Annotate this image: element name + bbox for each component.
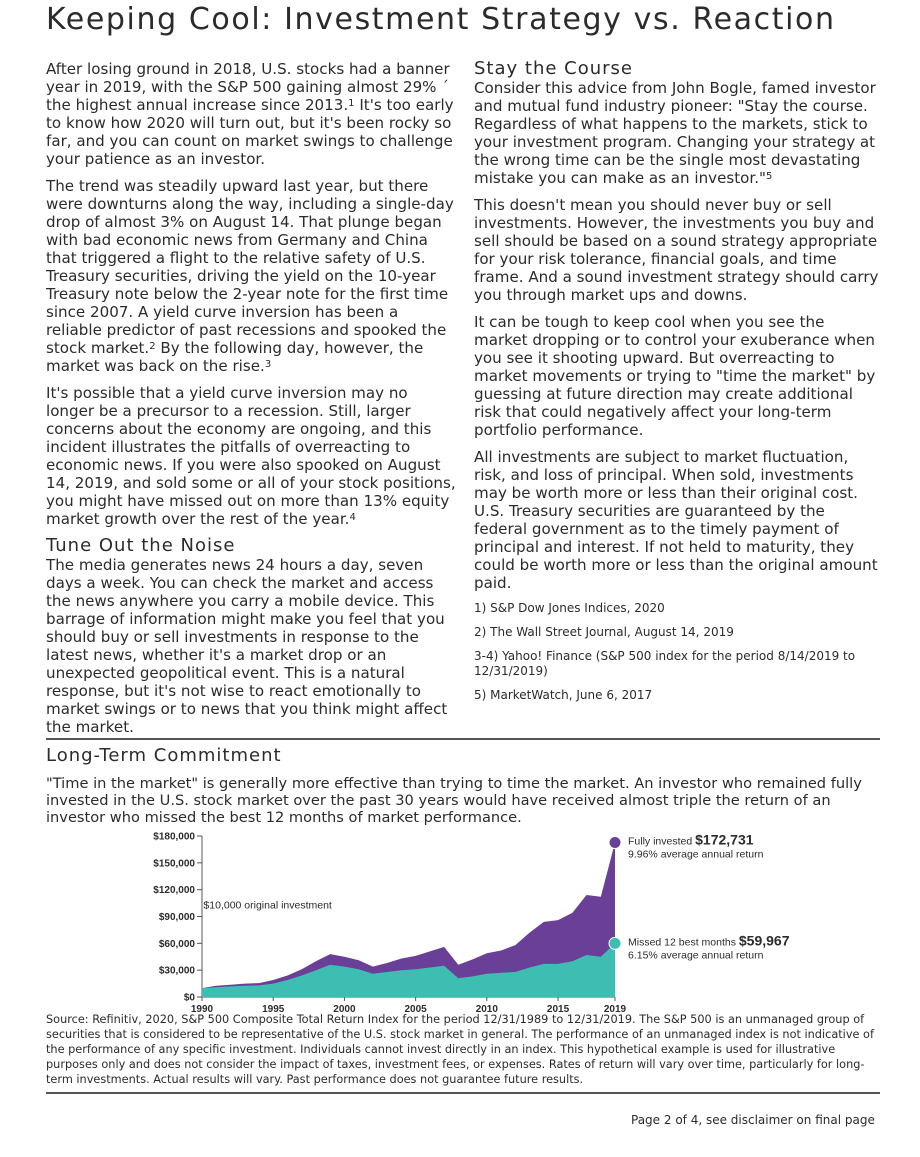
y-tick-label: $90,000 <box>158 912 195 923</box>
x-tick-label: 2005 <box>404 1004 427 1014</box>
trend-text: The trend was steadily upward last year, but there were downturns along the way, including a single-day drop of almost 3% on August 14. That plunge began with bad economic news from Germany and China that triggered a flight to the relative safety of U.S. Treasury securities, driving the yield on the 10-year Treasury note below the 2-year note for the first time since 2007. A yield curve inversion has been a reliable predictor of past recessions and spooked the stock market. <box>46 177 454 357</box>
footnote-1: 1) S&P Dow Jones Indices, 2020 <box>474 601 665 615</box>
strategy-paragraph: This doesn't mean you should never buy or sell investments. However, the investments you buy and sell should be based on a sound strategy appropriate for your risk tolerance, financial goals, and time frame. And a sound investment strategy should carry you through market ups and downs. <box>474 196 879 304</box>
footnote-ref: 3 <box>264 359 272 370</box>
footnote-ref: 2 <box>149 341 156 352</box>
inversion-paragraph <box>46 384 458 528</box>
source-note: Source: Refinitiv, 2020, S&P 500 Composite Total Return Index for the period 12/31/1989 to 12/31/2019. The S&P 500 is an unmanaged group of securities that is considered to be representative of the U.S. stock market in general. The performance of an unmanaged index is not indicative of the performance of any specific investment. Individuals cannot invest directly in an index. This hypothetical example is used for illustrative purposes only and does not consider the impact of taxes, investment fees, or expenses. Rates of return will vary over time, particularly for long-term investments. Actual results will vary. Past performance does not guarantee future results. <box>46 1013 874 1086</box>
footnote-2: 2) The Wall Street Journal, August 14, 2019 <box>474 625 734 639</box>
y-tick-label: $30,000 <box>158 965 195 977</box>
risk-paragraph: All investments are subject to market fluctuation, risk, and loss of principal. When sold, investments may be worth more or less than their original cost. U.S. Treasury securities are guaranteed by the federal government as to the timely payment of principal and interest. If not held to maturity, they could be worth more or less than the original amount paid. <box>474 448 878 592</box>
chart-areas <box>202 843 615 998</box>
footnote-ref: 4 <box>349 512 356 523</box>
y-tick-label: $150,000 <box>153 858 195 870</box>
trend-paragraph <box>46 177 458 375</box>
section-heading-course: Stay the Course <box>474 58 633 79</box>
noise-paragraph: The media generates news 24 hours a day, seven days a week. You can check the market and access the news anywhere you carry a mobile device. This barrage of information might make you feel that you should buy or sell investments in response to the latest news, whether it's a market drop or an unexpected geopolitical event. This is a natural response, but it's not wise to react emotionally to market swings or to news that you think might affect the market. <box>46 556 448 736</box>
series-average-return: 6.15% average annual return <box>628 949 764 962</box>
section-divider-bottom <box>46 1092 880 1094</box>
y-tick-label: $0 <box>183 992 195 1004</box>
intro-paragraph <box>46 60 458 168</box>
bogle-text: Consider this advice from John Bogle, famed investor and mutual fund industry pioneer: "Stay the course. Regardless of what happens to the markets, stick to your investment program. Changing your strategy at the wrong time can be the single most devastating mistake you can make as an investor." <box>474 79 876 187</box>
growth-chart <box>130 828 810 1014</box>
x-tick-label: 1990 <box>190 1004 214 1014</box>
fully-invested-series-label <box>628 832 754 848</box>
original-investment-label: $10,000 original investment <box>203 899 332 912</box>
series-end-value: $59,967 <box>738 932 790 949</box>
footnote-ref: 5 <box>765 171 773 182</box>
intro-text-end: It's too early to know how 2020 will turn out, but it's been rocky so far, and you can count on market swings to challenge your patience as an investor. <box>46 96 454 168</box>
x-tick-label: 2015 <box>546 1004 570 1014</box>
fully-invested-endpoint <box>609 837 621 849</box>
section-heading-noise: Tune Out the Noise <box>46 535 236 556</box>
section-heading-long-term: Long-Term Commitment <box>46 745 282 766</box>
x-tick-label: 2019 <box>603 1004 627 1014</box>
left-column <box>46 60 458 745</box>
keep-cool-paragraph: It can be tough to keep cool when you see the market dropping or to control your exuberance when you see it shooting upward. But overreacting to market movements or trying to "time the market" by guessing at future direction may create additional risk that could negatively affect your long-term portfolio performance. <box>474 313 876 439</box>
page-title: Keeping Cool: Investment Strategy vs. Reaction <box>46 2 836 37</box>
missed-months-endpoint <box>609 937 621 949</box>
x-tick-label: 1995 <box>262 1004 285 1014</box>
footnote-ref: 1 <box>348 98 355 109</box>
series-average-return: 9.96% average annual return <box>628 848 764 861</box>
y-tick-label: $60,000 <box>158 938 195 950</box>
bogle-paragraph <box>474 79 879 187</box>
page-footer: Page 2 of 4, see disclaimer on final page <box>631 1113 875 1127</box>
y-axis <box>153 832 202 1004</box>
x-tick-label: 2000 <box>333 1004 356 1014</box>
inversion-text: It's possible that a yield curve inversion may no longer be a precursor to a recession. Still, larger concerns about the economy are ongoing, and this incident illustrates the pitfalls of overreacting to economic news. If you were also spooked on August 14, 2019, and sold some or all of your stock positions, you might have missed out on more than 13% equity market growth over the rest of the year. <box>46 384 456 528</box>
y-tick-label: $120,000 <box>153 885 195 897</box>
trend-text-end: By the following day, however, the market was back on the rise. <box>46 339 424 375</box>
x-tick-label: 2010 <box>475 1004 498 1014</box>
series-name: Missed 12 best months <box>628 936 739 949</box>
long-term-text: "Time in the market" is generally more effective than trying to time the market. An investor who remained fully invested in the U.S. stock market over the past 30 years would have received almost triple the return of an investor who missed the best 12 months of market performance. <box>46 775 862 826</box>
footnote-4: 5) MarketWatch, June 6, 2017 <box>474 688 653 702</box>
series-end-value: $172,731 <box>695 831 754 848</box>
right-column <box>474 60 879 712</box>
y-tick-label: $180,000 <box>153 831 195 843</box>
series-name: Fully invested <box>628 835 696 848</box>
intro-text: After losing ground in 2018, U.S. stocks had a banner year in 2019, with the S&P 500 gaining almost 29% ´ the highest annual increase since 2013. <box>46 60 450 114</box>
section-divider-top <box>46 738 880 740</box>
missed-months-series-label <box>628 932 790 948</box>
chart-marks <box>203 832 789 962</box>
footnote-3: 3-4) Yahoo! Finance (S&P 500 index for the period 8/14/2019 to 12/31/2019) <box>474 649 856 678</box>
